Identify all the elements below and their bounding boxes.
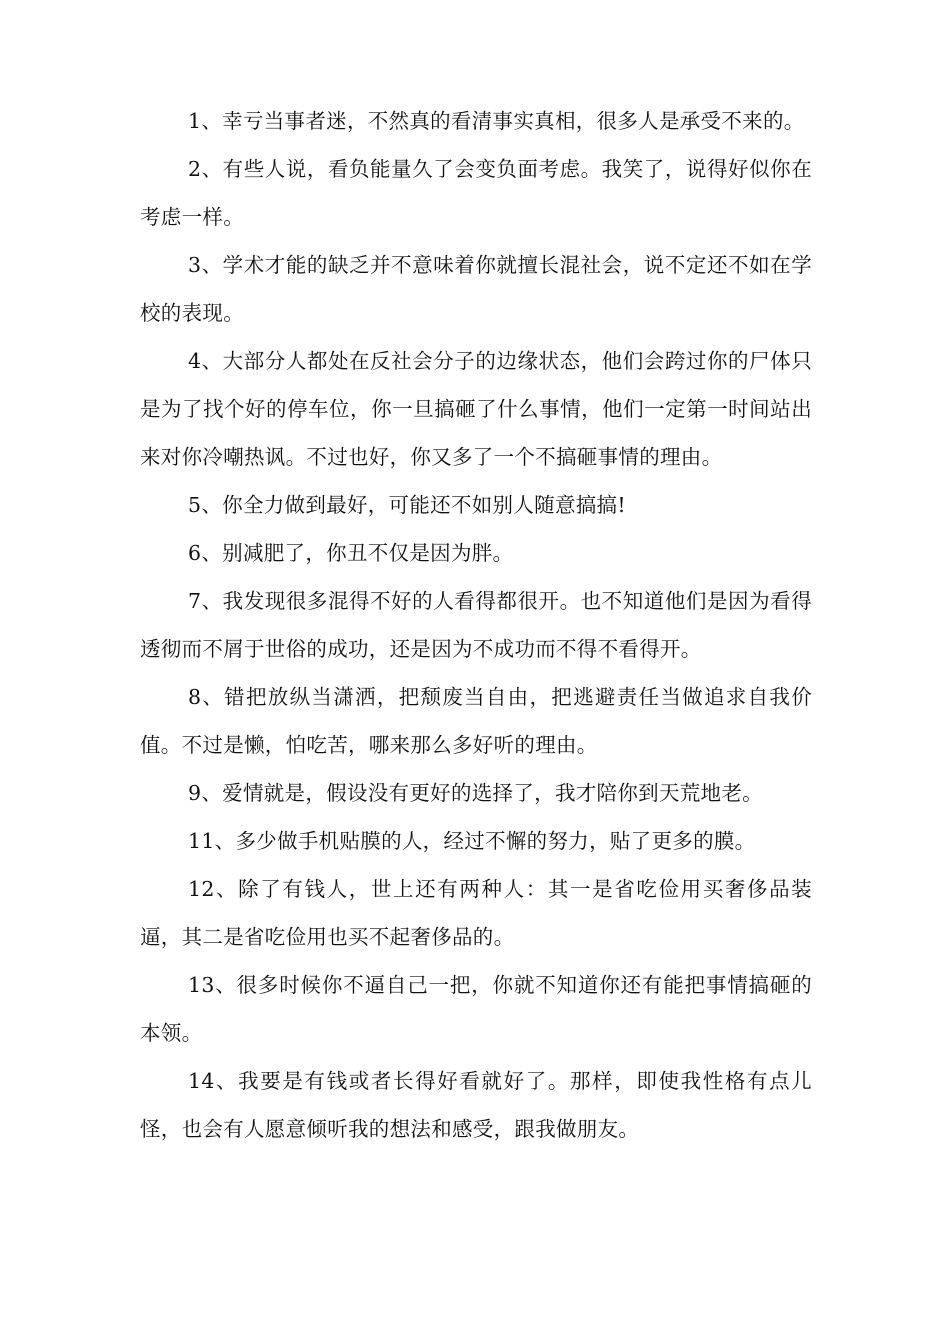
paragraph-1: 1、幸亏当事者迷，不然真的看清事实真相，很多人是承受不来的。 bbox=[188, 109, 805, 133]
paragraph-13: 13、很多时候你不逼自己一把，你就不知道你还有能把事情搞砸的本领。 bbox=[140, 973, 812, 1045]
paragraph-7: 7、我发现很多混得不好的人看得都很开。也不知道他们是因为看得透彻而不屑于世俗的成功，还是因为不成功而不得不看得开。 bbox=[140, 589, 812, 661]
paragraph-4: 4、大部分人都处在反社会分子的边缘状态，他们会跨过你的尸体只是为了找个好的停车位，你一旦搞砸了什么事情，他们一定第一时间站出来对你冷嘲热讽。不过也好，你又多了一个不搞砸事情的理由。 bbox=[140, 349, 812, 469]
paragraph-11: 11、多少做手机贴膜的人，经过不懈的努力，贴了更多的膜。 bbox=[188, 829, 756, 853]
document-page bbox=[140, 97, 812, 1153]
paragraph-8: 8、错把放纵当潇洒，把颓废当自由，把逃避责任当做追求自我价值。不过是懒，怕吃苦，哪来那么多好听的理由。 bbox=[140, 685, 812, 757]
paragraph-14: 14、我要是有钱或者长得好看就好了。那样，即使我性格有点儿怪，也会有人愿意倾听我的想法和感受，跟我做朋友。 bbox=[140, 1069, 812, 1141]
paragraph-2: 2、有些人说，看负能量久了会变负面考虑。我笑了，说得好似你在考虑一样。 bbox=[140, 157, 812, 229]
paragraph-9: 9、爱情就是，假设没有更好的选择了，我才陪你到天荒地老。 bbox=[188, 781, 763, 805]
paragraph-6: 6、别减肥了，你丑不仅是因为胖。 bbox=[188, 541, 514, 565]
paragraph-12: 12、除了有钱人，世上还有两种人：其一是省吃俭用买奢侈品装逼，其二是省吃俭用也买不起奢侈品的。 bbox=[140, 877, 812, 949]
paragraph-3: 3、学术才能的缺乏并不意味着你就擅长混社会，说不定还不如在学校的表现。 bbox=[140, 253, 812, 325]
paragraph-5: 5、你全力做到最好，可能还不如别人随意搞搞! bbox=[188, 493, 626, 517]
